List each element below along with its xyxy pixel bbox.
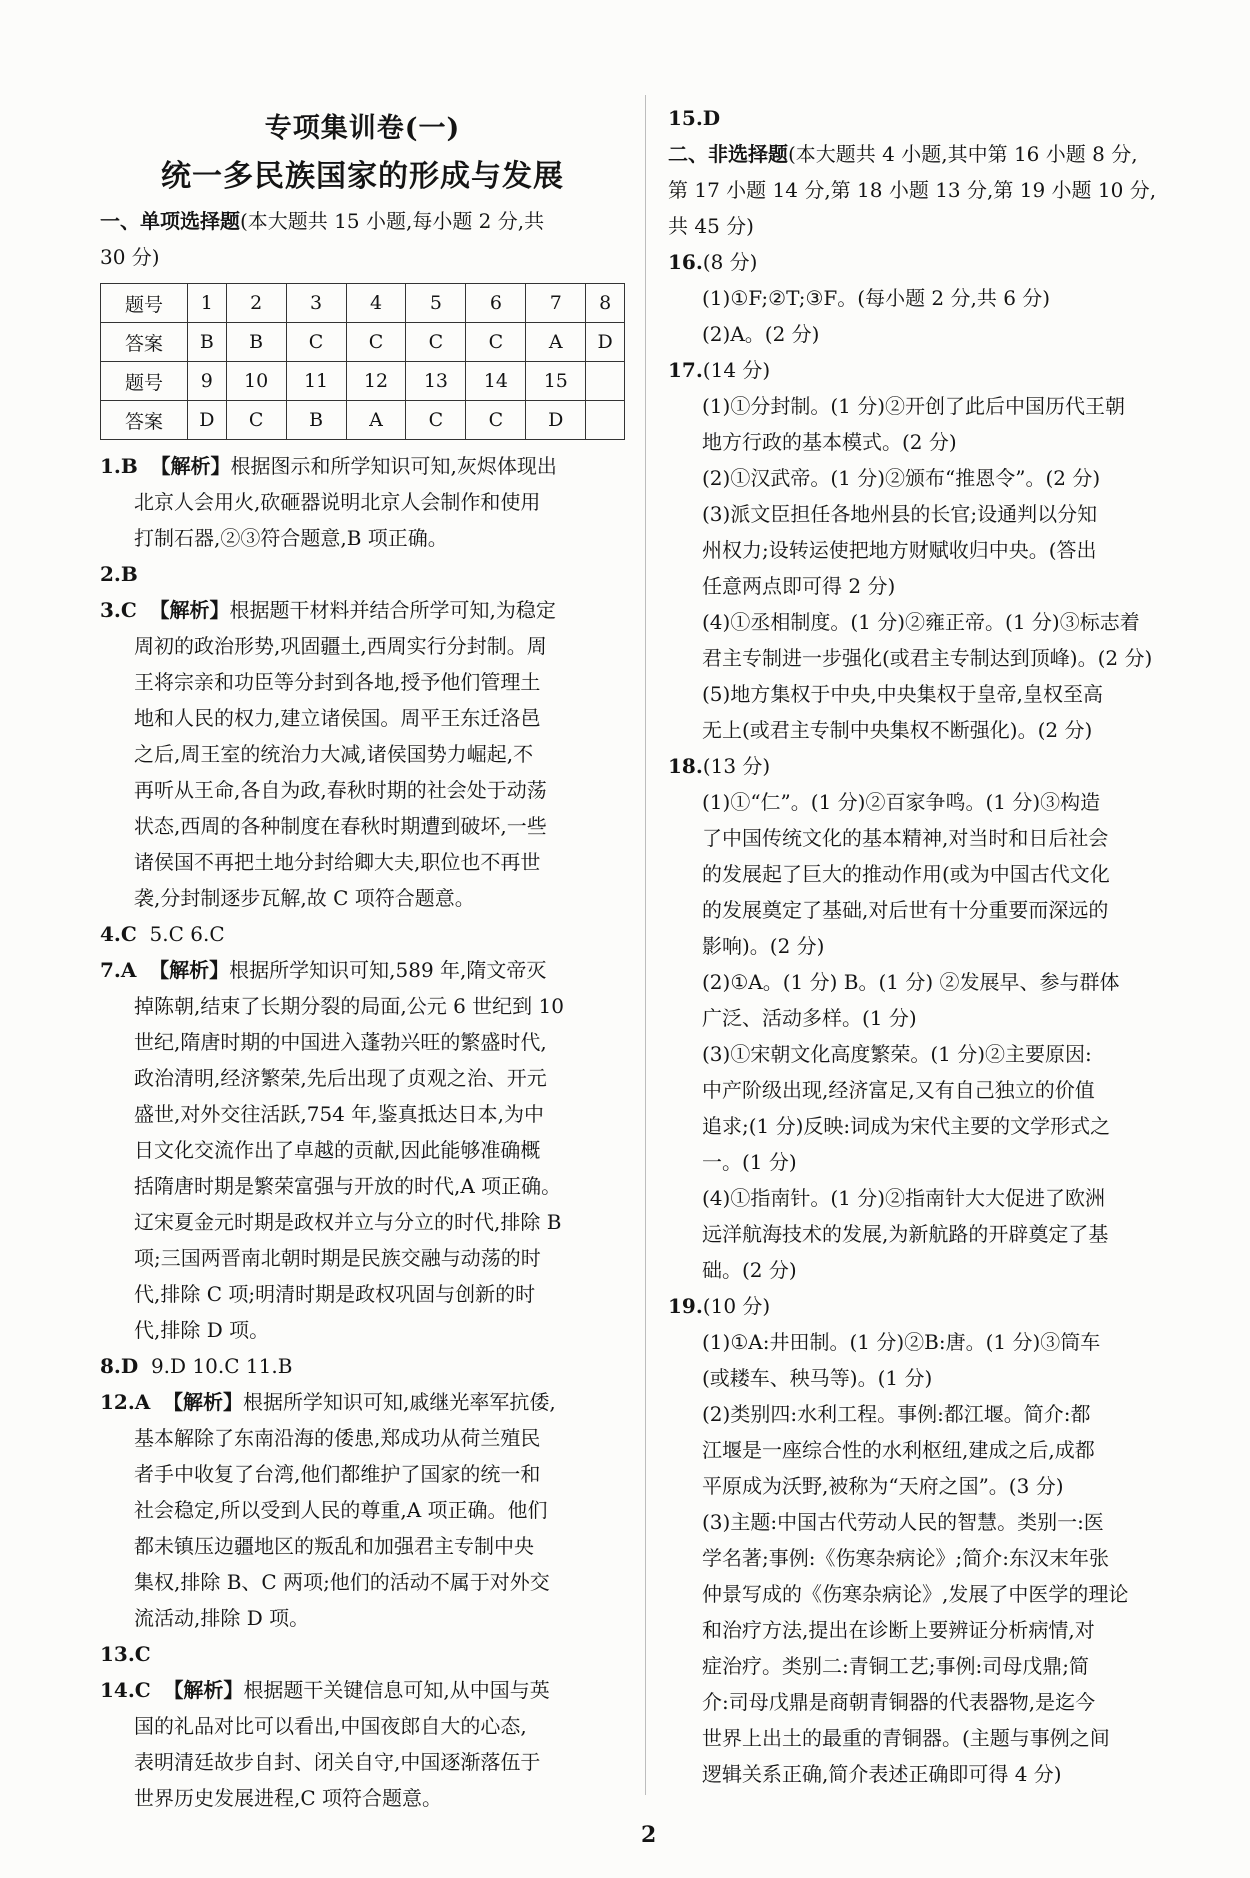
question-answer: D <box>120 1354 139 1378</box>
explanation-item <box>100 1384 625 1420</box>
spacer <box>136 958 149 982</box>
explanation-item <box>100 448 625 484</box>
explanation-line: 王将宗亲和功臣等分封到各地,授予他们管理土 <box>134 670 541 694</box>
answer-text: 中产阶级出现,经济富足,又有自己独立的价值 <box>702 1078 1095 1102</box>
answer-table-cell: C <box>466 323 526 362</box>
answer-text: 的发展奠定了基础,对后世有十分重要而深远的 <box>702 898 1109 922</box>
answer-text: (或耧车、秧马等)。(1 分) <box>702 1366 933 1390</box>
answer-table-cell: 8 <box>586 284 625 323</box>
spacer <box>151 1642 164 1666</box>
explanation-item <box>100 1348 625 1384</box>
question-answer: A <box>134 1390 151 1414</box>
spacer <box>137 922 150 946</box>
answer-text: 江堰是一座综合性的水利枢纽,建成之后,成都 <box>702 1438 1095 1462</box>
question-answer: C <box>120 598 137 622</box>
page-number: 2 <box>641 1822 657 1848</box>
analysis-tag: 【解析】 <box>149 598 230 622</box>
question-answer: B <box>120 562 138 586</box>
explanation-item <box>100 952 625 988</box>
answer-line <box>668 1612 1198 1648</box>
answer-line <box>668 1540 1198 1576</box>
question-number: 13. <box>100 1642 135 1666</box>
page-subtitle: 统一多民族国家的形成与发展 <box>161 159 564 194</box>
section2-note-3: 共 45 分) <box>668 214 754 238</box>
question-number: 19. <box>668 1294 703 1318</box>
left-column <box>100 100 625 1816</box>
answer-line <box>668 1432 1198 1468</box>
analysis-tag: 【解析】 <box>149 958 230 982</box>
answer-table-cell: 13 <box>406 362 466 401</box>
answer-table-cell: 9 <box>188 362 227 401</box>
answer-text: (1)①F;②T;③F。(每小题 2 分,共 6 分) <box>702 286 1051 310</box>
answer-line <box>668 496 1198 532</box>
answer-line <box>668 568 1198 604</box>
answer-text: 了中国传统文化的基本精神,对当时和日后社会 <box>702 826 1109 850</box>
explanation-line: 袭,分封制逐步瓦解,故 C 项符合题意。 <box>134 886 475 910</box>
explanation-line: 辽宋夏金元时期是政权并立与分立的时代,排除 B <box>134 1210 562 1234</box>
answer-text: (3)派文臣担任各地州县的长官;设通判以分知 <box>702 502 1098 526</box>
answer-line <box>668 316 1198 352</box>
spacer <box>151 1678 164 1702</box>
explanation-line: 流活动,排除 D 项。 <box>134 1606 310 1630</box>
answer-line <box>668 1504 1198 1540</box>
answer-text: (4)①丞相制度。(1 分)②雍正帝。(1 分)③标志着 <box>702 610 1140 634</box>
answer-table-cell: B <box>286 401 346 440</box>
explanations-left <box>100 448 625 1816</box>
answer-text: (1)①A:井田制。(1 分)②B:唐。(1 分)③筒车 <box>702 1330 1101 1354</box>
explanation-line: 世纪,隋唐时期的中国进入蓬勃兴旺的繁盛时代, <box>134 1030 547 1054</box>
answer-text: 平原成为沃野,被称为“天府之国”。(3 分) <box>702 1474 1064 1498</box>
answer-line <box>668 604 1198 640</box>
answer-text: 介:司母戊鼎是商朝青铜器的代表器物,是迄今 <box>702 1690 1096 1714</box>
answer-text: (14 分) <box>702 358 771 382</box>
explanation-line: 代,排除 D 项。 <box>134 1318 270 1342</box>
question-number: 4. <box>100 922 121 946</box>
section1-note: (本大题共 15 小题,每小题 2 分,共 <box>240 209 545 233</box>
answer-table-cell: 1 <box>188 284 227 323</box>
answer-line <box>668 424 1198 460</box>
answer-table-cell: D <box>188 401 227 440</box>
answer-text: (2)①汉武帝。(1 分)②颁布“推恩令”。(2 分) <box>702 466 1101 490</box>
answer-line <box>668 964 1198 1000</box>
answer-line <box>668 712 1198 748</box>
explanation-line: 盛世,对外交往活跃,754 年,鉴真抵达日本,为中 <box>134 1102 544 1126</box>
question-answer: A <box>120 958 137 982</box>
answer-table-row-label: 题号 <box>101 362 188 401</box>
question-number: 7. <box>100 958 121 982</box>
answer-table-cell: C <box>466 401 526 440</box>
spacer <box>138 454 151 478</box>
section2-note-1: (本大题共 4 小题,其中第 16 小题 8 分, <box>788 142 1138 166</box>
explanation-line: 政治清明,经济繁荣,先后出现了贞观之治、开元 <box>134 1066 547 1090</box>
answer-text: (5)地方集权于中央,中央集权于皇帝,皇权至高 <box>702 682 1104 706</box>
explanation-line: 集权,排除 B、C 两项;他们的活动不属于对外交 <box>134 1570 550 1594</box>
explanation-line: 括隋唐时期是繁荣富强与开放的时代,A 项正确。 <box>134 1174 562 1198</box>
explanation-line: 日文化交流作出了卓越的贡献,因此能够准确概 <box>134 1138 541 1162</box>
answer-text: (2)A。(2 分) <box>702 322 820 346</box>
answer-text: 和治疗方法,提出在诊断上要辨证分析病情,对 <box>702 1618 1095 1642</box>
question-answer: C <box>120 922 137 946</box>
answer-line <box>668 1468 1198 1504</box>
answer-line <box>668 1648 1198 1684</box>
answer-line <box>668 784 1198 820</box>
answer-text: 广泛、活动多样。(1 分) <box>702 1006 917 1030</box>
explanations-right <box>668 244 1198 1792</box>
answer-line <box>668 1072 1198 1108</box>
column-divider <box>645 95 646 1795</box>
explanation-text: 根据图示和所学知识可知,灰烬体现出 <box>230 454 557 478</box>
answer-text: 追求;(1 分)反映:词成为宋代主要的文学形式之 <box>702 1114 1111 1138</box>
answer-line <box>668 928 1198 964</box>
explanation-line: 社会稳定,所以受到人民的尊重,A 项正确。他们 <box>134 1498 548 1522</box>
question-answer: C <box>134 1642 151 1666</box>
answer-table-cell: 15 <box>526 362 586 401</box>
analysis-tag: 【解析】 <box>150 454 231 478</box>
answer-table-cell <box>586 362 625 401</box>
question-number: 2. <box>100 562 121 586</box>
answer-table-row-label: 答案 <box>101 401 188 440</box>
question-answer: B <box>120 454 138 478</box>
answer-table-row-label: 题号 <box>101 284 188 323</box>
question-answer: C <box>134 1678 151 1702</box>
spacer <box>138 1354 151 1378</box>
answer-table-row-label: 答案 <box>101 323 188 362</box>
answer-table-row <box>101 401 625 440</box>
answer-table-cell: A <box>346 401 406 440</box>
answer-line <box>668 388 1198 424</box>
section2-header <box>668 136 1198 172</box>
answer-line <box>668 1144 1198 1180</box>
explanation-line: 之后,周王室的统治力大减,诸侯国势力崛起,不 <box>134 742 534 766</box>
question-number: 3. <box>100 598 121 622</box>
question-number: 8. <box>100 1354 121 1378</box>
question-number: 16. <box>668 250 703 274</box>
answer-table-cell: C <box>406 401 466 440</box>
answer-table <box>100 283 625 440</box>
answer-text: 世界上出土的最重的青铜器。(主题与事例之间 <box>702 1726 1110 1750</box>
answer-table-cell <box>586 401 625 440</box>
answer-text: 远洋航海技术的发展,为新航路的开辟奠定了基 <box>702 1222 1109 1246</box>
explanation-line: 项;三国两晋南北朝时期是民族交融与动荡的时 <box>134 1246 541 1270</box>
answer-line <box>668 1756 1198 1792</box>
answer-line <box>668 1720 1198 1756</box>
explanation-text: 根据所学知识可知,戚继光率军抗倭, <box>243 1390 556 1414</box>
explanation-item <box>100 556 625 592</box>
explanation-item <box>100 1672 625 1708</box>
answer-line <box>668 856 1198 892</box>
explanation-item <box>100 1636 625 1672</box>
answer-table-cell: 12 <box>346 362 406 401</box>
answer-line <box>668 676 1198 712</box>
answer-text: (13 分) <box>702 754 771 778</box>
explanation-text: 根据题干关键信息可知,从中国与英 <box>243 1678 550 1702</box>
explanation-line: 状态,西周的各种制度在春秋时期遭到破坏,一些 <box>134 814 547 838</box>
question-number: 18. <box>668 754 703 778</box>
answer-table-cell: 7 <box>526 284 586 323</box>
answer-text: 任意两点即可得 2 分) <box>702 574 896 598</box>
answer-table-cell: C <box>286 323 346 362</box>
answer-line <box>668 1576 1198 1612</box>
spacer <box>150 1390 163 1414</box>
answer-line <box>668 1396 1198 1432</box>
answer-text: 仲景写成的《伤寒杂病论》,发展了中医学的理论 <box>702 1582 1129 1606</box>
answer-text: 地方行政的基本模式。(2 分) <box>702 430 957 454</box>
answer-text: (4)①指南针。(1 分)②指南针大大促进了欧洲 <box>702 1186 1106 1210</box>
answer-text: (1)①“仁”。(1 分)②百家争鸣。(1 分)③构造 <box>702 790 1101 814</box>
answer-table-cell: C <box>226 401 286 440</box>
answer-15: 15.D <box>668 106 721 130</box>
answer-line <box>668 532 1198 568</box>
right-column <box>668 100 1198 1792</box>
question-number: 1. <box>100 454 121 478</box>
answer-text: 的发展起了巨大的推动作用(或为中国古代文化 <box>702 862 1110 886</box>
answer-text: 无上(或君主专制中央集权不断强化)。(2 分) <box>702 718 1093 742</box>
answer-table-cell: B <box>188 323 227 362</box>
answer-line <box>668 1216 1198 1252</box>
answer-text: 一。(1 分) <box>702 1150 797 1174</box>
question-header <box>668 352 1198 388</box>
section2-heading: 二、非选择题 <box>668 142 788 166</box>
answer-table-cell: C <box>346 323 406 362</box>
answer-text: 州权力;设转运使把地方财赋收归中央。(答出 <box>702 538 1097 562</box>
explanation-line: 表明清廷故步自封、闭关自守,中国逐渐落伍于 <box>134 1750 541 1774</box>
answer-table-cell: C <box>406 323 466 362</box>
answer-line <box>668 1252 1198 1288</box>
answer-text: (10 分) <box>702 1294 771 1318</box>
answer-line <box>668 280 1198 316</box>
explanation-line: 代,排除 C 项;明清时期是政权巩固与创新的时 <box>134 1282 536 1306</box>
answer-line <box>668 1360 1198 1396</box>
answer-line <box>668 1180 1198 1216</box>
answer-line <box>668 1324 1198 1360</box>
answer-text: 学名著;事例:《伤寒杂病论》;简介:东汉末年张 <box>702 1546 1109 1570</box>
section1-heading: 一、单项选择题 <box>100 209 240 233</box>
question-number: 12. <box>100 1390 135 1414</box>
explanation-line: 打制石器,②③符合题意,B 项正确。 <box>134 526 448 550</box>
explanation-line: 国的礼品对比可以看出,中国夜郎自大的心态, <box>134 1714 527 1738</box>
answer-table-cell: D <box>586 323 625 362</box>
answer-table-cell: 2 <box>226 284 286 323</box>
analysis-tag: 【解析】 <box>163 1390 244 1414</box>
answer-text: 君主专制进一步强化(或君主专制达到顶峰)。(2 分) <box>702 646 1153 670</box>
explanation-item <box>100 916 625 952</box>
answer-line <box>668 1036 1198 1072</box>
question-header <box>668 1288 1198 1324</box>
answer-table-cell: 5 <box>406 284 466 323</box>
explanation-text: 5.C 6.C <box>149 922 225 946</box>
answer-text: 症治疗。类别二:青铜工艺;事例:司母戊鼎;简 <box>702 1654 1089 1678</box>
answer-table-cell: D <box>526 401 586 440</box>
answer-line <box>668 1108 1198 1144</box>
analysis-tag: 【解析】 <box>163 1678 244 1702</box>
explanation-line: 地和人民的权力,建立诸侯国。周平王东迁洛邑 <box>134 706 541 730</box>
answer-line <box>668 1000 1198 1036</box>
question-header <box>668 244 1198 280</box>
explanation-item <box>100 592 625 628</box>
answer-text: (8 分) <box>702 250 758 274</box>
explanation-line: 者手中收复了台湾,他们都维护了国家的统一和 <box>134 1462 541 1486</box>
explanation-line: 北京人会用火,砍砸器说明北京人会制作和使用 <box>134 490 541 514</box>
answer-line <box>668 460 1198 496</box>
explanation-line: 都未镇压边疆地区的叛乱和加强君主专制中央 <box>134 1534 534 1558</box>
section2-note-2: 第 17 小题 14 分,第 18 小题 13 分,第 19 小题 10 分, <box>668 178 1157 202</box>
question-number: 17. <box>668 358 703 382</box>
answer-table-cell: 4 <box>346 284 406 323</box>
question-header <box>668 748 1198 784</box>
explanation-text: 根据题干材料并结合所学可知,为稳定 <box>229 598 556 622</box>
answer-table-row <box>101 284 625 323</box>
answer-line <box>668 820 1198 856</box>
answer-text: (3)①宋朝文化高度繁荣。(1 分)②主要原因: <box>702 1042 1092 1066</box>
answer-table-row <box>101 362 625 401</box>
explanation-text: 9.D 10.C 11.B <box>150 1354 293 1378</box>
answer-table-row <box>101 323 625 362</box>
answer-text: (1)①分封制。(1 分)②开创了此后中国历代王朝 <box>702 394 1126 418</box>
answer-text: 础。(2 分) <box>702 1258 797 1282</box>
explanation-line: 世界历史发展进程,C 项符合题意。 <box>134 1786 443 1810</box>
explanation-line: 掉陈朝,结束了长期分裂的局面,公元 6 世纪到 10 <box>134 994 564 1018</box>
answer-table-cell: 14 <box>466 362 526 401</box>
answer-text: (3)主题:中国古代劳动人民的智慧。类别一:医 <box>702 1510 1104 1534</box>
answer-table-cell: 6 <box>466 284 526 323</box>
answer-text: 逻辑关系正确,简介表述正确即可得 4 分) <box>702 1762 1062 1786</box>
answer-table-cell: 11 <box>286 362 346 401</box>
question-number: 14. <box>100 1678 135 1702</box>
explanation-text: 根据所学知识可知,589 年,隋文帝灭 <box>229 958 547 982</box>
explanation-line: 周初的政治形势,巩固疆土,西周实行分封制。周 <box>134 634 547 658</box>
answer-table-cell: A <box>526 323 586 362</box>
answer-text: (2)类别四:水利工程。事例:都江堰。简介:都 <box>702 1402 1091 1426</box>
answer-table-cell: 3 <box>286 284 346 323</box>
explanation-line: 诸侯国不再把土地分封给卿大夫,职位也不再世 <box>134 850 541 874</box>
answer-line <box>668 1684 1198 1720</box>
answer-line <box>668 892 1198 928</box>
page-title: 专项集训卷(一) <box>264 113 461 144</box>
section1-header <box>100 203 625 239</box>
explanation-line: 再听从王命,各自为政,春秋时期的社会处于动荡 <box>134 778 547 802</box>
spacer <box>137 598 150 622</box>
answer-table-cell: B <box>226 323 286 362</box>
answer-table-cell: 10 <box>226 362 286 401</box>
answer-text: 影响)。(2 分) <box>702 934 825 958</box>
explanation-line: 基本解除了东南沿海的倭患,郑成功从荷兰殖民 <box>134 1426 541 1450</box>
spacer <box>138 562 151 586</box>
answer-line <box>668 640 1198 676</box>
section1-note-cont: 30 分) <box>100 245 160 269</box>
answer-text: (2)①A。(1 分) B。(1 分) ②发展早、参与群体 <box>702 970 1120 994</box>
